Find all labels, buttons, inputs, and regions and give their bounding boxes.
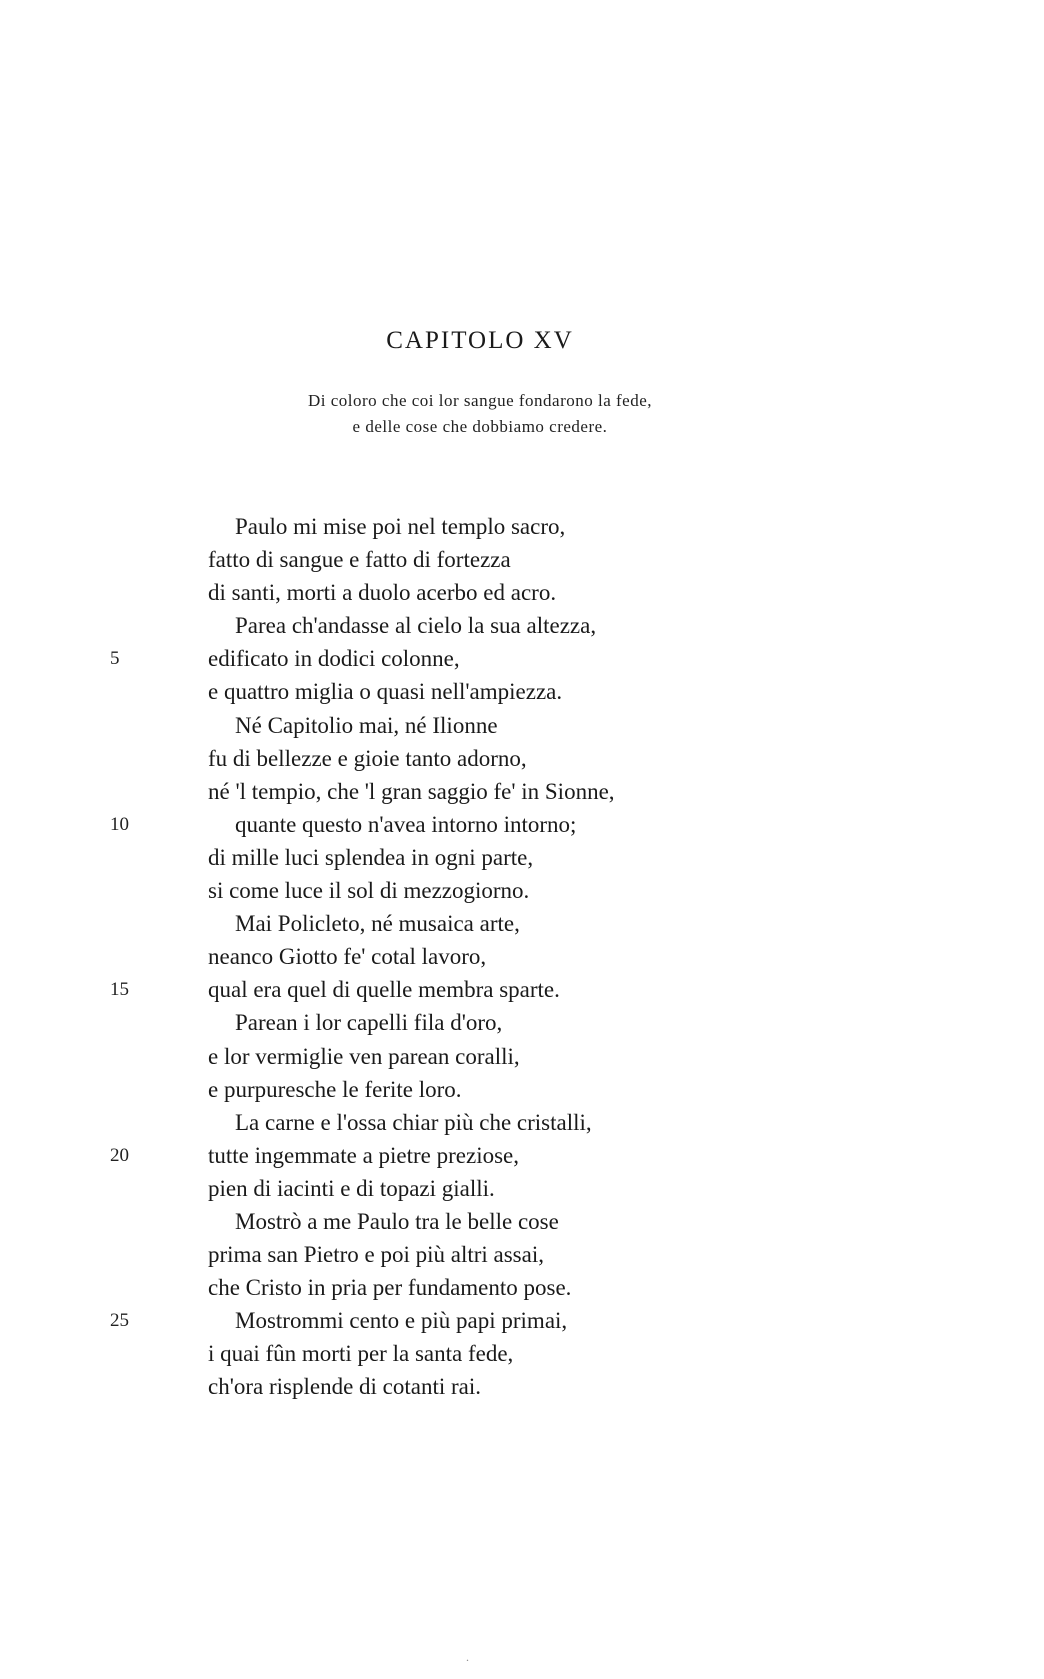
- verse-text: fatto di sangue e fatto di fortezza: [208, 547, 511, 573]
- verse-line: [0, 1205, 1044, 1238]
- verse-line: [0, 510, 1044, 543]
- verse-text: qual era quel di quelle membra sparte.: [208, 977, 560, 1003]
- verse-text: Mai Policleto, né musaica arte,: [235, 911, 520, 937]
- verse-line: [0, 1304, 1044, 1337]
- verse-text: Né Capitolio mai, né Ilionne: [235, 712, 498, 738]
- chapter-subtitle-line-1: Di coloro che coi lor sangue fondarono la fede,: [307, 391, 653, 410]
- verse-text: tutte ingemmate a pietre preziose,: [208, 1142, 520, 1168]
- verse-text: di mille luci splendea in ogni parte,: [208, 844, 534, 870]
- verse-text: pien di iacinti e di topazi gialli.: [208, 1175, 495, 1201]
- verse-text: Parea ch'andasse al cielo la sua altezza,: [235, 613, 597, 639]
- line-number: 25: [110, 1310, 129, 1332]
- verse-line: [0, 874, 1044, 907]
- verse-text: che Cristo in pria per fundamento pose.: [208, 1275, 572, 1301]
- verse-line: [0, 1139, 1044, 1172]
- poem-body: [0, 510, 1044, 1404]
- verse-line: [0, 1238, 1044, 1271]
- verse-text: e quattro miglia o quasi nell'ampiezza.: [208, 679, 563, 705]
- verse-text: di santi, morti a duolo acerbo ed acro.: [208, 580, 557, 606]
- verse-line: [0, 973, 1044, 1006]
- verse-text: Parean i lor capelli fila d'oro,: [235, 1010, 503, 1036]
- line-number: 5: [110, 648, 120, 670]
- verse-text: e lor vermiglie ven parean coralli,: [208, 1043, 520, 1069]
- verse-line: [0, 1073, 1044, 1106]
- verse-text: Paulo mi mise poi nel templo sacro,: [235, 514, 566, 539]
- verse-line: [0, 1271, 1044, 1304]
- verse-line: [0, 1040, 1044, 1073]
- verse-line: [0, 609, 1044, 642]
- verse-line: [0, 576, 1044, 609]
- verse-line: [0, 808, 1044, 841]
- verse-text: prima san Pietro e poi più altri assai,: [208, 1242, 544, 1268]
- verse-line: [0, 1337, 1044, 1370]
- verse-line: [0, 940, 1044, 973]
- verse-line: [0, 543, 1044, 576]
- line-number: 20: [110, 1144, 129, 1166]
- verse-text: Mostrommi cento e più papi primai,: [235, 1308, 568, 1334]
- verse-line: [0, 775, 1044, 808]
- verse-line: [0, 742, 1044, 775]
- verse-line: [0, 675, 1044, 708]
- verse-line: [0, 907, 1044, 940]
- verse-text: quante questo n'avea intorno intorno;: [235, 811, 577, 837]
- verse-line: [0, 1172, 1044, 1205]
- verse-text: si come luce il sol di mezzogiorno.: [208, 878, 530, 904]
- verse-line: [0, 1006, 1044, 1039]
- verse-line: [0, 1370, 1044, 1403]
- line-number: 15: [110, 979, 129, 1001]
- verse-text: neanco Giotto fe' cotal lavoro,: [208, 944, 487, 970]
- verse-text: e purpuresche le ferite loro.: [208, 1076, 462, 1102]
- chapter-title: CAPITOLO XV: [386, 327, 574, 354]
- verse-text: i quai fûn morti per la santa fede,: [208, 1341, 514, 1367]
- footer-mark: .: [466, 1650, 469, 1664]
- verse-line: [0, 1106, 1044, 1139]
- verse-text: né 'l tempio, che 'l gran saggio fe' in Sionne,: [208, 778, 615, 804]
- chapter-subtitle-line-2: e delle cose che dobbiamo credere.: [352, 417, 608, 436]
- verse-text: Mostrò a me Paulo tra le belle cose: [235, 1208, 559, 1234]
- verse-text: fu di bellezze e gioie tanto adorno,: [208, 745, 527, 771]
- verse-text: ch'ora risplende di cotanti rai.: [208, 1374, 482, 1400]
- verse-text: La carne e l'ossa chiar più che cristalli,: [235, 1109, 592, 1135]
- verse-line: [0, 841, 1044, 874]
- line-number: 10: [110, 813, 129, 835]
- verse-line: [0, 642, 1044, 675]
- verse-line: [0, 709, 1044, 742]
- verse-text: edificato in dodici colonne,: [208, 646, 460, 672]
